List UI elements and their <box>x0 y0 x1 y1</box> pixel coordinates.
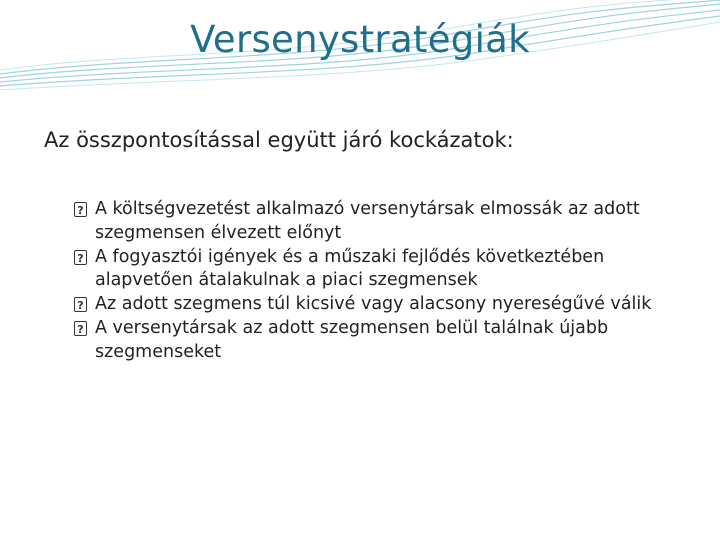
bullet-text: A fogyasztói igények és a műszaki fejlődés következtében alapvetően átalakulnak a piaci szegmensek <box>95 246 605 291</box>
missing-glyph-box-icon <box>74 321 87 336</box>
bullet-list <box>70 198 690 365</box>
bullet-item <box>70 293 690 317</box>
bullet-item <box>70 198 690 246</box>
slide-title: Versenystratégiák <box>190 18 530 61</box>
bullet-text: A versenytársak az adott szegmensen belül találnak újabb szegmenseket <box>95 317 609 362</box>
bullet-item <box>70 317 690 365</box>
bullet-text: Az adott szegmens túl kicsivé vagy alacsony nyereségűvé válik <box>95 294 652 315</box>
missing-glyph-box-icon <box>74 250 87 265</box>
bullet-text: A költségvezetést alkalmazó versenytársak elmossák az adott szegmensen élvezett előnyt <box>95 199 640 243</box>
missing-glyph-box-icon <box>74 297 87 312</box>
bullet-item <box>70 246 690 294</box>
missing-glyph-box-icon <box>74 202 87 217</box>
slide-subheading: Az összpontosítással együtt járó kockázatok: <box>44 128 514 152</box>
